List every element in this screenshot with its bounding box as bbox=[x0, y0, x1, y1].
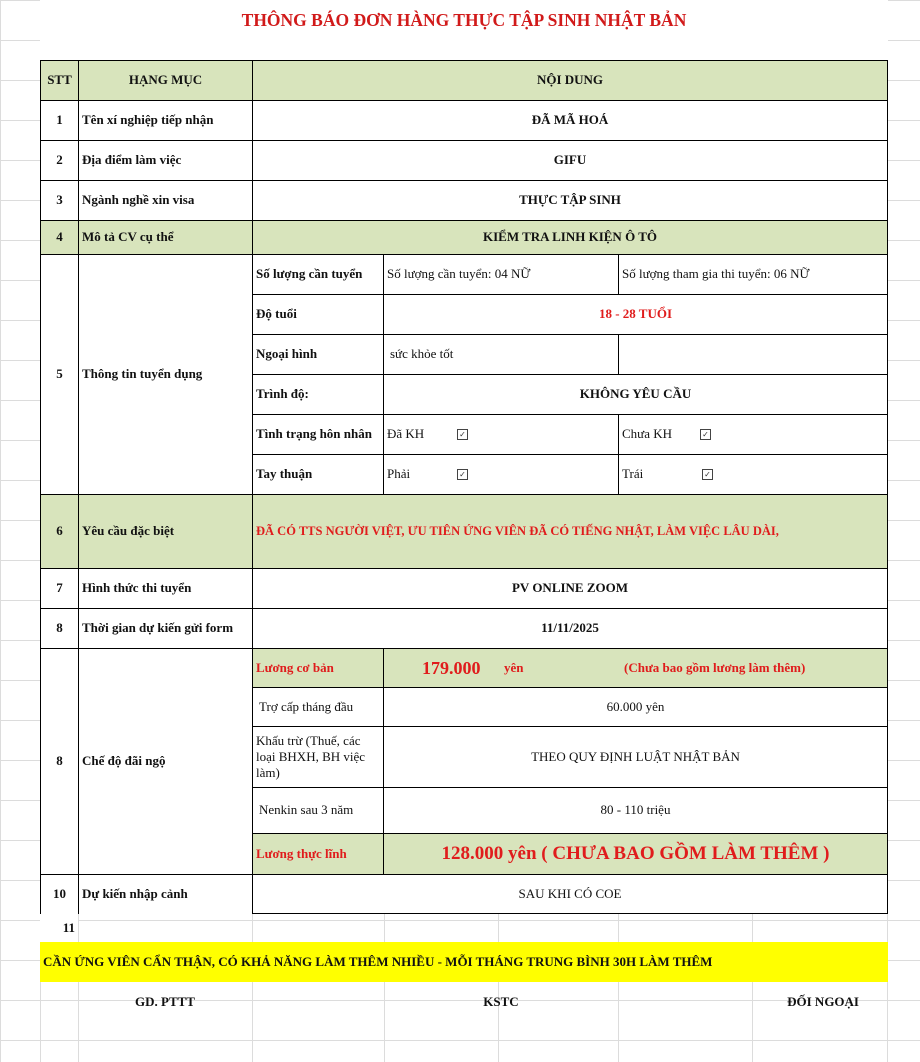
header-category: HẠNG MỤC bbox=[78, 60, 253, 101]
quantity-label: Số lượng cần tuyển bbox=[252, 254, 384, 295]
marital-option-single[interactable] bbox=[618, 414, 888, 455]
row-3-value: THỰC TẬP SINH bbox=[252, 180, 888, 221]
row-3-stt: 3 bbox=[40, 180, 79, 221]
age-label: Độ tuổi bbox=[252, 294, 384, 335]
header-stt: STT bbox=[40, 60, 79, 101]
row-4-value: KIỂM TRA LINH KIỆN Ô TÔ bbox=[252, 220, 888, 255]
checkbox-checked-icon[interactable]: ✓ bbox=[457, 469, 468, 480]
row-1-label: Tên xí nghiệp tiếp nhận bbox=[78, 100, 253, 141]
checkbox-checked-icon[interactable]: ✓ bbox=[702, 469, 713, 480]
row-7-label: Hình thức thi tuyển bbox=[78, 568, 253, 609]
base-salary-amount: 179.000 bbox=[422, 657, 481, 678]
handedness-option-right[interactable] bbox=[383, 454, 619, 495]
row-8b-stt: 8 bbox=[40, 648, 79, 875]
row-6-value: ĐÃ CÓ TTS NGƯỜI VIỆT, ƯU TIÊN ỨNG VIÊN ĐÃ CÓ TIẾNG NHẬT, LÀM VIỆC LÂU DÀI, bbox=[252, 494, 888, 569]
row-8b-label: Chế độ đãi ngộ bbox=[78, 648, 253, 875]
row-1-stt: 1 bbox=[40, 100, 79, 141]
marital-option-single-label: Chưa KH bbox=[622, 426, 673, 442]
handedness-option-left-label: Trái bbox=[622, 466, 644, 482]
net-salary-value: 128.000 yên ( CHƯA BAO GỒM LÀM THÊM ) bbox=[383, 833, 888, 875]
handedness-option-right-label: Phải bbox=[387, 466, 411, 482]
handedness-label: Tay thuận bbox=[252, 454, 384, 495]
row-8a-value: 11/11/2025 bbox=[252, 608, 888, 649]
row-8a-stt: 8 bbox=[40, 608, 79, 649]
handedness-option-left[interactable] bbox=[618, 454, 888, 495]
base-salary-value bbox=[383, 648, 888, 688]
quantity-needed: Số lượng cần tuyển: 04 NỮ bbox=[383, 254, 619, 295]
marital-option-married-label: Đã KH bbox=[387, 426, 425, 442]
row-3-label: Ngành nghề xin visa bbox=[78, 180, 253, 221]
allowance-label: Trợ cấp tháng đầu bbox=[252, 687, 384, 727]
row-6-label: Yêu cầu đặc biệt bbox=[78, 494, 253, 569]
appearance-value: sức khỏe tốt bbox=[383, 334, 619, 375]
row-2-stt: 2 bbox=[40, 140, 79, 181]
signature-kstc: KSTC bbox=[483, 994, 519, 1009]
nenkin-value: 80 - 110 triệu bbox=[383, 787, 888, 834]
row-4-stt: 4 bbox=[40, 220, 79, 255]
base-salary-note: (Chưa bao gồm lương làm thêm) bbox=[624, 659, 806, 675]
row-10-value: SAU KHI CÓ COE bbox=[252, 874, 888, 914]
checkbox-checked-icon[interactable]: ✓ bbox=[700, 429, 711, 440]
row-11-stt: 11 bbox=[40, 914, 78, 942]
marital-option-married[interactable] bbox=[383, 414, 619, 455]
base-salary-unit: yên bbox=[504, 659, 524, 675]
allowance-value: 60.000 yên bbox=[383, 687, 888, 727]
row-7-stt: 7 bbox=[40, 568, 79, 609]
base-salary-label: Lương cơ bản bbox=[252, 648, 384, 688]
appearance-label: Ngoại hình bbox=[252, 334, 384, 375]
row-1-value: ĐÃ MÃ HOÁ bbox=[252, 100, 888, 141]
net-salary-label: Lương thực lĩnh bbox=[252, 833, 384, 875]
education-value: KHÔNG YÊU CẦU bbox=[383, 374, 888, 415]
deduction-value: THEO QUY ĐỊNH LUẬT NHẬT BẢN bbox=[383, 726, 888, 788]
row-10-label: Dự kiến nhập cảnh bbox=[78, 874, 253, 914]
row-10-stt: 10 bbox=[40, 874, 79, 914]
row-8a-label: Thời gian dự kiến gửi form bbox=[78, 608, 253, 649]
quantity-exam: Số lượng tham gia thi tuyển: 06 NỮ bbox=[618, 254, 888, 295]
appearance-extra bbox=[618, 334, 888, 375]
signature-doi-ngoai: ĐỐI NGOẠI bbox=[787, 994, 859, 1009]
row-6-stt: 6 bbox=[40, 494, 79, 569]
nenkin-label: Nenkin sau 3 năm bbox=[252, 787, 384, 834]
row-5-stt: 5 bbox=[40, 254, 79, 495]
education-label: Trình độ: bbox=[252, 374, 384, 415]
deduction-label: Khấu trừ (Thuế, các loại BHXH, BH việc làm) bbox=[252, 726, 384, 788]
checkbox-checked-icon[interactable]: ✓ bbox=[457, 429, 468, 440]
row-7-value: PV ONLINE ZOOM bbox=[252, 568, 888, 609]
spacer-row bbox=[40, 40, 888, 60]
marital-label: Tình trạng hôn nhân bbox=[252, 414, 384, 455]
row-5-label: Thông tin tuyển dụng bbox=[78, 254, 253, 495]
highlight-banner: CẦN ỨNG VIÊN CẨN THẬN, CÓ KHẢ NĂNG LÀM THÊM NHIỀU - MỖI THÁNG TRUNG BÌNH 30H LÀM THÊM bbox=[40, 942, 888, 982]
row-2-value: GIFU bbox=[252, 140, 888, 181]
document-title: THÔNG BÁO ĐƠN HÀNG THỰC TẬP SINH NHẬT BẢN bbox=[40, 0, 888, 40]
age-value: 18 - 28 TUỔI bbox=[383, 294, 888, 335]
row-2-label: Địa điểm làm việc bbox=[78, 140, 253, 181]
signature-gd-pttt: GD. PTTT bbox=[135, 994, 195, 1009]
row-4-label: Mô tả CV cụ thể bbox=[78, 220, 253, 255]
header-content: NỘI DUNG bbox=[252, 60, 888, 101]
